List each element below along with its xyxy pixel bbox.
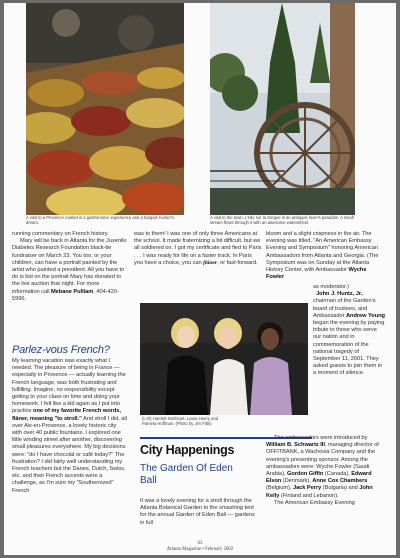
schwartz-name: William B. Schwartz III — [266, 442, 325, 449]
perry-name: Jack Perry — [292, 485, 322, 492]
market-photo — [26, 3, 184, 215]
column-3-top — [266, 231, 384, 281]
john-huntz-name: John J. Huntz, Jr. — [316, 291, 363, 298]
city-happenings-heading: City Happenings — [140, 443, 235, 457]
magazine-page — [4, 3, 396, 555]
col1-para3-end: And stroll I did, all over Aix-en-Provence, a lovely historic city with over 40 public fountains. I explored one little winding street after another, discovering small pleasures everywhere. My big decisions were: "do I have chocolat or café today?" The frustration? I did fairly well understanding my French teachers but the Danes, Dutch, Swiss, etc. and their French accents were a challenge, as I'm sure my "Southernized" French — [12, 415, 127, 494]
page-number: 63 — [197, 541, 203, 546]
col1-para2 — [12, 238, 127, 303]
eden-ball-subhead: The Garden Of Eden Ball — [140, 463, 233, 486]
gala-caption: (L-R) Harriett Northcutt, Laura Heery and Pamela Hoffman. (Photo by Jim Fitts) — [142, 416, 219, 427]
column-2-top — [134, 231, 262, 267]
col2-para1-end: , or fast-forward. — [217, 259, 258, 266]
col3-t2: , chairman of the Garden's board of trustees, and Ambassador — [313, 291, 376, 319]
col3-t10: (Finland and Lebanon). — [279, 492, 339, 499]
col3-t5: , managing director of OFFITBANK, a Wachovia Company and the evening's presenting sponsor. Among the ambassadors were: Wyche Fowler (Saudi Arabia), — [266, 442, 379, 478]
col3-t4: The ambassadors were introduced by — [274, 435, 368, 441]
market-caption: A visit to a Provence market is a gastronomic experience and a bargain hunter's dream. — [26, 215, 174, 226]
parlez-heading: Parlez-vous French? — [12, 344, 110, 356]
andrew-young-name: Andrew Young — [345, 312, 385, 319]
col1-para2-text: Mary will be back in Atlanta for the Juvenile Diabetes Research Foundation black-tie fundraiser on March 23. You too, or your children, can have a portrait painted by the artist who painted a president. All you have to do is bid on the portrait Mary has donated to the live auction that night. For more information call — [12, 238, 127, 295]
elson-name: Edward Elson — [266, 471, 372, 485]
column-1-top — [12, 231, 127, 303]
col3-t8: (Belgium), — [266, 485, 293, 492]
col2-para1-start: was to them! I was one of only three Americans at the school. It made fraternizing a bit difficult, but we all soldiered on. I got my certificate and fled to Paris . . . I was ready for life on a faster track. In Paris you have a choice, you can — [134, 231, 262, 266]
col3-t6: (Canada), — [323, 471, 352, 478]
col3-t1: as moderator.) — [313, 284, 349, 290]
col3-t7: (Denmark), — [281, 478, 313, 485]
town-caption: A visit to the town, L'Isle sur la Sorgue is an antiques lover's paradise. A small stream flows through it with an awesome waterwheel. — [210, 215, 354, 226]
col1-para3 — [12, 358, 127, 495]
column-1-bottom — [12, 358, 127, 495]
col1-para3-start: My learning vacation was exactly what I needed. The pleasure of being in France — especially in Provence — actually learning the French language, was both frustrating and fulfilling. Imagine, no responsibility except getting to your class on time and doing your homework. I felt like a kid again as I put into practice — [12, 358, 126, 415]
col3-t3: began the evening by paying tribute to those who serve our nation and in commemoration of the national tragedy of September 11, 2001. They asked guests to join them in a moment of silence. — [313, 320, 385, 377]
col3-t9: (Bulgaria) and — [321, 485, 360, 492]
column-3-bottom — [266, 435, 384, 507]
gala-photo — [140, 303, 308, 415]
col2-flaner: flâner — [203, 259, 218, 266]
chambers-name: Anne Cox Chambers — [312, 478, 368, 485]
col1-para2-end: , 404-420-5996. — [12, 288, 119, 302]
mebane-name: Mebane Pulliam — [50, 288, 94, 295]
footer-publication: Atlanta Magazine • February 2002 — [166, 546, 234, 552]
giffin-name: Gordon Giffin — [287, 471, 324, 478]
col3-para-ambassadors — [266, 435, 384, 500]
col3-top-text: bloom and a slight crispness in the air. The evening was titled, "An American Embassy Evening and Symposium" honoring American Ambassadors from Atlanta and Georgia. (The Symposium was on Sunday at the Atlanta History Center, with Ambassador — [266, 231, 379, 274]
col1-flaner-phrase: one of my favorite French words, flâner, meaning "to stroll." — [12, 408, 121, 422]
kelly-name: John Kelly — [266, 485, 373, 499]
col2-para2: It was a lovely evening for a stroll through the Atlanta Botanical Garden to the smashing tent for the annual Garden of Eden Ball — gardens in full — [140, 498, 255, 526]
col1-para1: running commentary on French history. — [12, 231, 109, 237]
wyche-fowler-name: Wyche Fowler — [266, 267, 367, 281]
column-3-middle — [313, 284, 386, 378]
town-photo — [210, 3, 355, 215]
column-2-bottom — [140, 498, 258, 527]
page-footer — [154, 541, 246, 552]
col3-last-para: The American Embassy Evening — [274, 499, 355, 506]
col2-para1 — [134, 231, 262, 267]
